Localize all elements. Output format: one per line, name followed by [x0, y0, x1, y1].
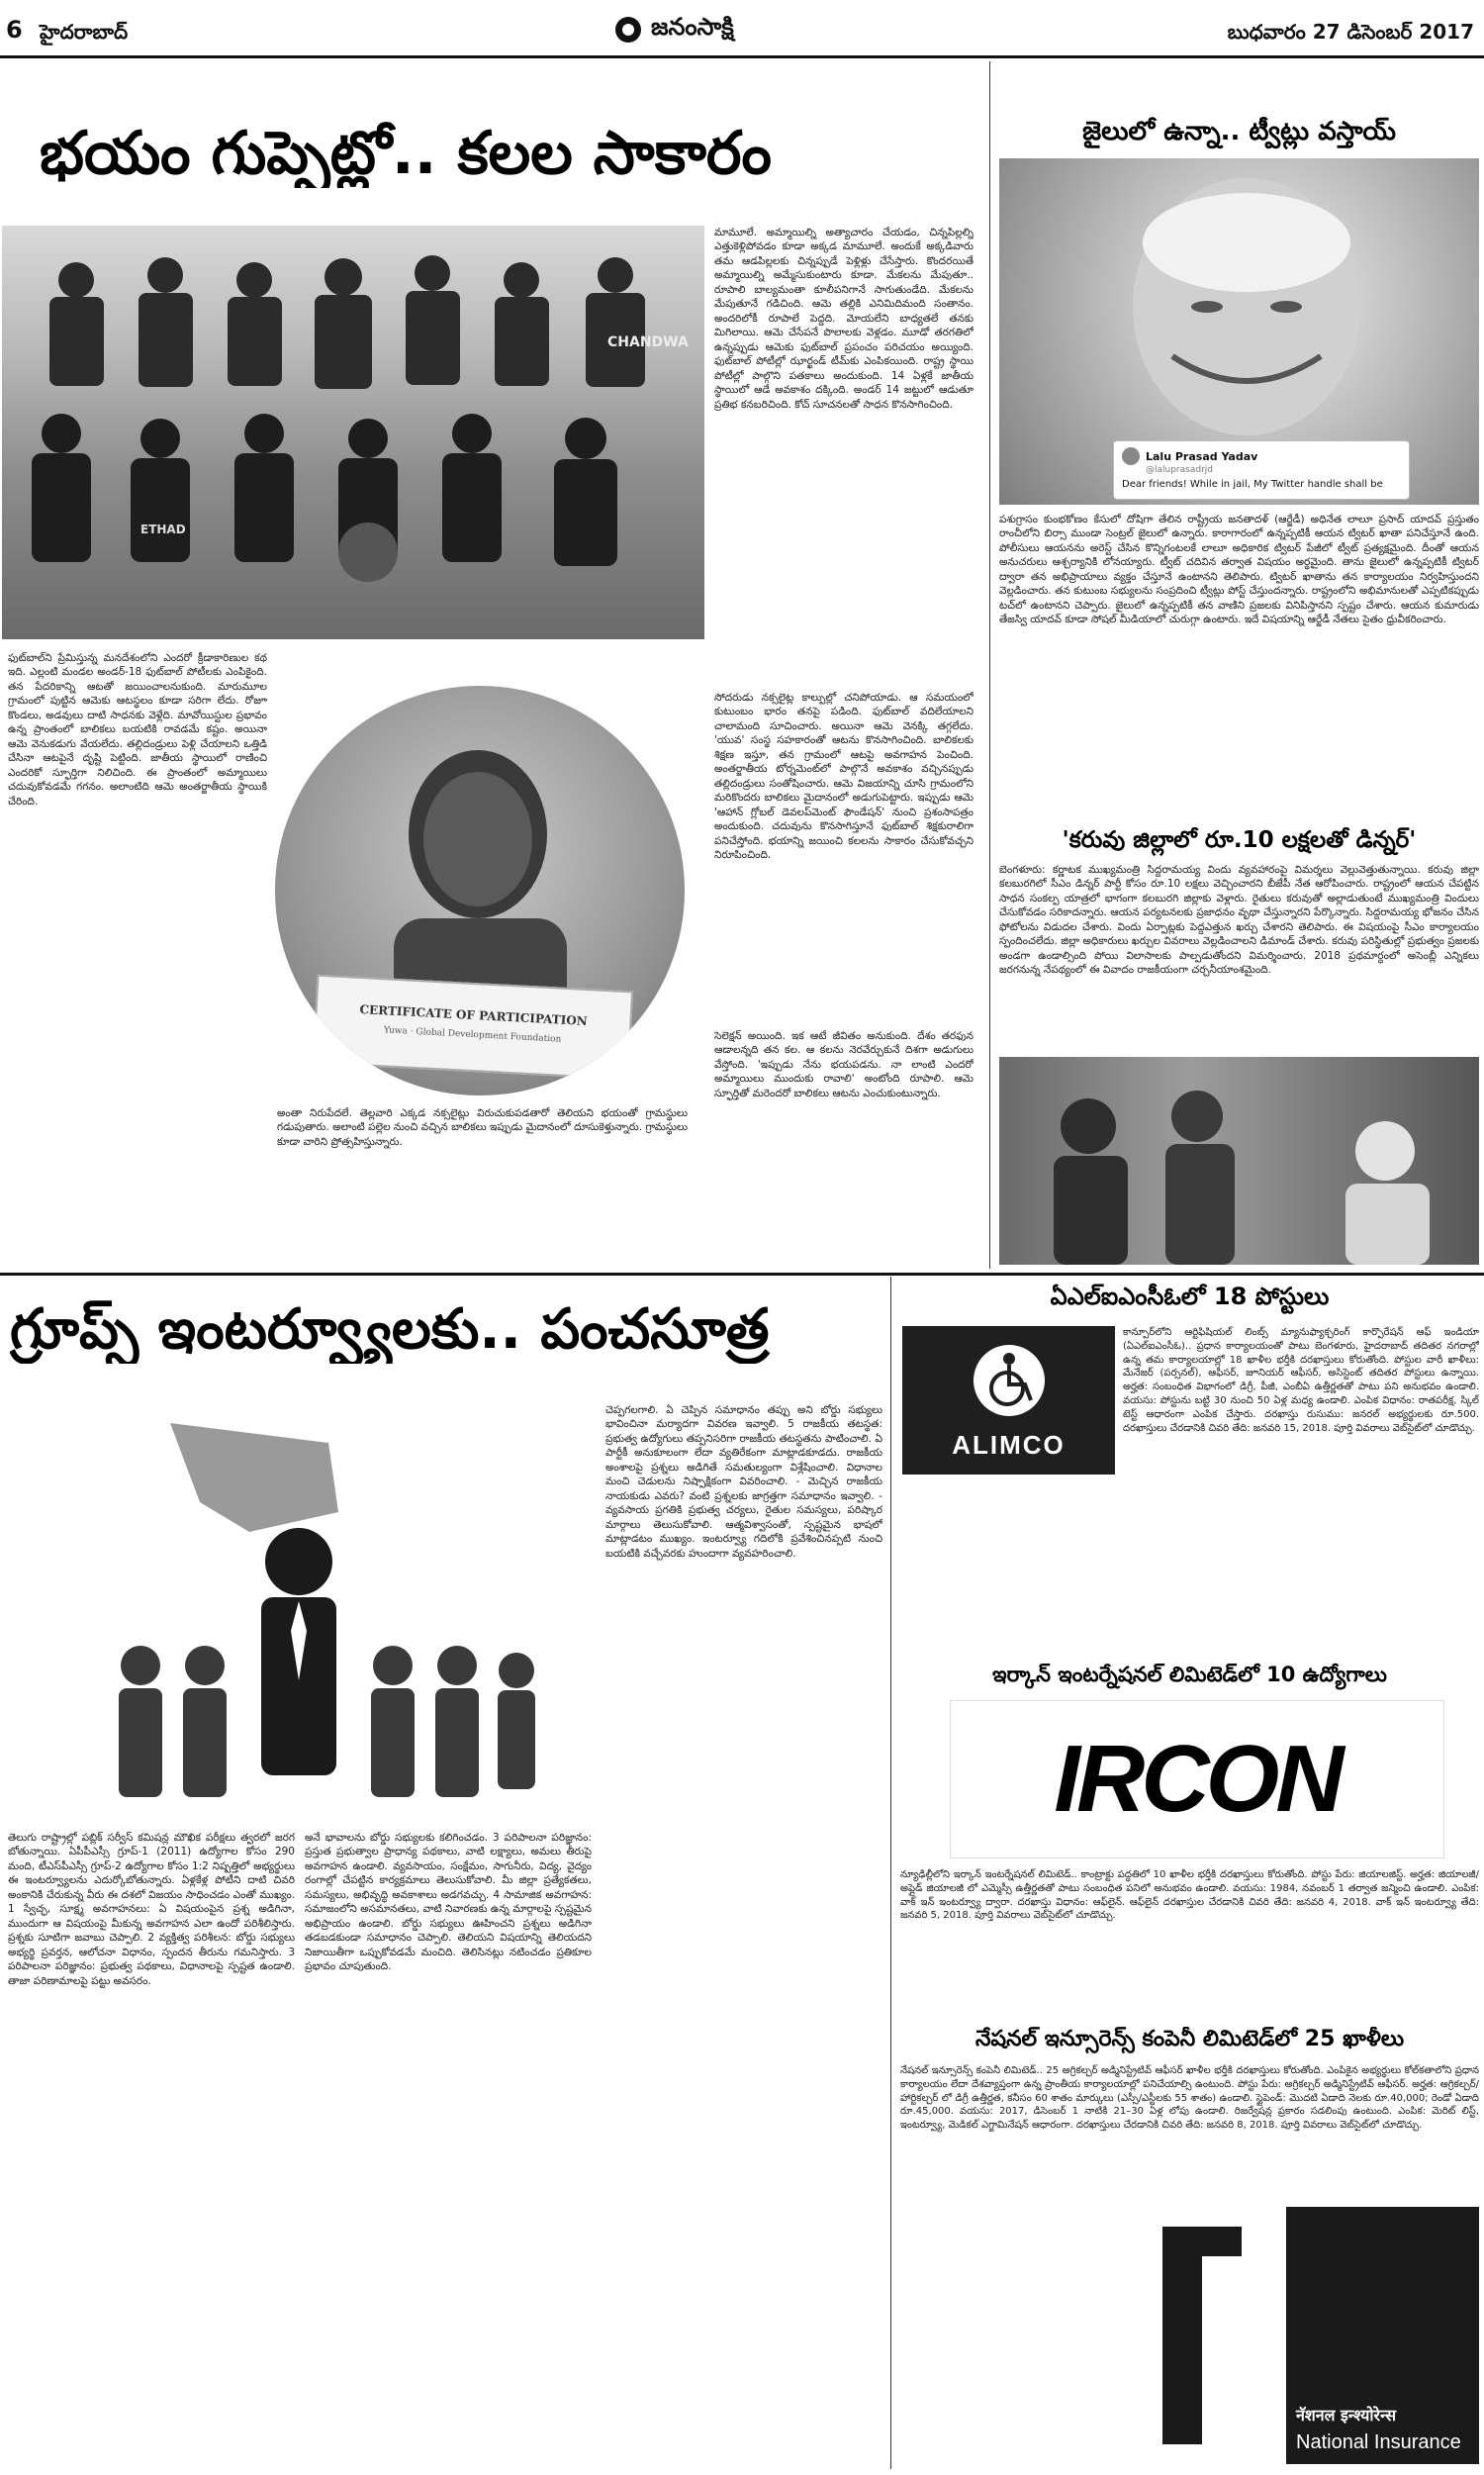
football-col-right-bottom: సెలెక్షన్ అయింది. ఇక ఆటే జీవితం అనుకుంది. దేశం తరఫున ఆడాలన్నది తన కల. ఆ కలను నెరవేర్చుకునే దిశగా అడుగులు వేస్తోంది. 'ఇప్పుడు నేను భయపడను. నా లాంటి ఎందరో అమ్మాయిలు ముందుకు రావాలి' అంటోంది రూపాలి. ఆమె స్ఫూర్తితో మరెందరో బాలికలు ఆటను ఎంచుకుంటున్నారు. — [714, 1030, 974, 1099]
nia-logo-english: National Insurance — [1296, 2431, 1461, 2453]
groups-col-2: అనే భావాలను బోర్డు సభ్యులకు కలిగించడం. 3 పరిపాలనా పరిజ్ఞానం: ప్రస్తుత ప్రభుత్వాల ప్రాధాన్య పథకాలు, వాటి లక్ష్యాలు, అమలు తీరుపై అవగాహన ఉండాలి. వ్యవసాయం, సంక్షేమం, సాగునీరు, విద్య, వైద్యం రంగాల్లో చేపట్టిన కార్యక్రమాలు తెలుసుకోవాలి. మీ జిల్లా ప్రత్యేకతలు, సమస్యలు, అభివృద్ధి అవకాశాలు అడగవచ్చు. 4 సామాజిక అవగాహన: సమాజంలోని అసమానతలు, వాటి నివారణకు ఉన్న మార్గాలపై స్పష్టమైన అభిప్రాయం ఉండాలి. బోర్డు సభ్యులు ఊహించని ప్రశ్నలు అడిగినా తడబడకుండా సమాధానం చెప్పాలి. తెలియని విషయాన్ని తెలియదని నిజాయితీగా ఒప్పుకోవడమే మంచిది. తెలిసినట్లు నటించడం ప్రతికూల ప్రభావం చూపుతుంది. — [305, 1832, 592, 1973]
football-col-right-top: మామూలే. అమ్మాయిల్ని అత్యాచారం చేయడం, చిన్నపిల్లల్ని ఎత్తుకెళ్లిపోవడం కూడా అక్కడ మామూలే. అందుకే అక్కడివారు తమ ఆడపిల్లలకు చిన్నప్పుడే పెళ్లిళ్లు చేసేస్తారు. కొందరయితే అమ్మాయిల్ని అమ్మేసుకుంటారు కూడా. మేకలను మేపుతూ.. రూపాలి బాల్యమంతా కూలీపనిగానే సాగుతుండేది. మేకలను మేపుతూనే గడిచింది. ఆమె తల్లికి ఎనిమిదిమంది సంతానం. అందరిలోకీ రూపాలే పెద్దది. మోయలేని బాధ్యతలే తనకు మిగిలాయి. ఆమె చేసేపనే పొలాలకు వెళ్లడం. మూడో తరగతిలో ఉన్నప్పుడు ఆమెకు ఫుట్‌బాల్ ప్రపంచం పరిచయం అయ్యింది. ఫుట్‌బాల్ పోటీల్లో ఝార్ఖండ్ టీమ్‌కు ఎంపికయింది. రాష్ట్ర స్థాయి పోటీల్లో పాల్గొని పతకాలు అందుకుంది. 14 ఏళ్లకే జాతీయ స్థాయిలో ఆడే అవకాశం దక్కింది. అండర్ 14 జట్టులో ఆడుతూ ప్రతిభ కనబరిచింది. కోచ్ సూచనలతో సాధన కొనసాగించింది. — [714, 227, 974, 411]
paper-logo-icon — [613, 15, 643, 45]
football-headline: భయం గుప్పెట్లో.. కలల సాకారం — [40, 119, 772, 188]
ircon-body: న్యూఢిల్లీలోని ఇర్కాన్ ఇంటర్నేషనల్ లిమిటెడ్.. కాంట్రాక్టు పద్ధతిలో 10 ఖాళీల భర్తీకి దరఖాస్తులు కోరుతోంది. పోస్టు పేరు: జియాలజిస్ట్. అర్హత: జియాలజీ/అప్లైడ్ జియాలజీ లో ఎమ్మెస్సీ ఉత్తీర్ణతతో పాటు సంబంధిత పనిలో అనుభవం ఉండాలి. వయసు: 1984, నవంబర్ 1 తర్వాత జన్మించి ఉండాలి. ఎంపిక: వాక్ ఇన్ ఇంటర్వ్యూ ద్వారా. దరఖాస్తు విధానం: ఆఫ్‌లైన్. ఆఫ్‌లైన్ దరఖాస్తుల చేరడానికి చివరి తేది: జనవరి 4, 2018. వాక్ ఇన్ ఇంటర్వ్యూ తేది: జనవరి 5, 2018. పూర్తి వివరాలు వెబ్‌సైట్‌లో చూడొచ్చు. — [900, 1869, 1479, 1922]
lalu-body: పశుగ్రాసం కుంభకోణం కేసులో దోషిగా తేలిన రాష్ట్రీయ జనతాదళ్ (ఆర్జేడీ) అధినేత లాలూ ప్రసాద్ యాదవ్ ప్రస్తుతం రాంచీలోని బిర్సా ముండా సెంట్రల్ జైలులో ఉన్నారు. కారాగారంలో ఉన్నప్పటికీ ఆయన ట్విటర్ ఖాతా పనిచేస్తూనే ఉంది. పోలీసులు ఆయనను అరెస్ట్ చేసిన కొన్నిగంటలకే లాలూ అధికారిక ట్విటర్ పేజీలో ట్వీట్ ప్రత్యక్షమైంది. దీంతో ఆయన అనుచరులు ఆశ్చర్యానికి లోనయ్యారు. ట్వీట్ చదివిన తర్వాత విషయం అర్థమైంది. తాను జైలులో ఉన్నప్పటికీ ట్విటర్ ద్వారా తన అభిప్రాయాలు వ్యక్తం చేస్తూనే ఉంటానని తెలిపారు. ట్విటర్ ఖాతాను తన కార్యాలయం నిర్వహిస్తుందని వెల్లడించారు. తన కుటుంబ సభ్యులను సంప్రదించి ట్వీట్లు పోస్ట్ చేస్తుందన్నారు. రాష్ట్రంలోని అభిమానులతో ఎప్పటికప్పుడు టచ్‌లో ఉంటానని చెప్పారు. జైలులో ఉన్నప్పటికీ తన వాణిని ప్రజలకు వినిపిస్తానని స్పష్టం చేశారు. ఆయన కుమారుడు తేజస్వి యాదవ్ కూడా సోషల్ మీడియాలో చురుగ్గా ఉంటారు. ఇదే విషయాన్ని ఆర్జేడీ నేతలు సైతం ధ్రువీకరించారు. — [999, 514, 1479, 626]
paper-logo — [613, 10, 871, 49]
football-team-illustration — [2, 226, 704, 639]
football-team-photo — [2, 226, 704, 639]
alimco-logo — [902, 1326, 1115, 1475]
dinner-scene-illustration — [999, 1057, 1479, 1265]
masthead-date: బుధవారం 27 డిసెంబర్ 2017 — [1227, 20, 1474, 44]
tweet-card — [1113, 440, 1410, 500]
jersey-text-2: ETHAD — [140, 523, 186, 536]
certificate — [313, 975, 633, 1081]
nia-body: నేషనల్ ఇన్సూరెన్స్ కంపెనీ లిమిటెడ్.. 25 అగ్రికల్చర్ అడ్మినిస్ట్రేటివ్ ఆఫీసర్ ఖాళీల భర్తీకి దరఖాస్తులు కోరుతోంది. ఎంపికైన అభ్యర్థులు కోల్‌కతాలోని ప్రధాన కార్యాలయం లేదా దేశవ్యాప్తంగా ఉన్న ప్రాంతీయ కార్యాలయాల్లో పనిచేయాల్సి ఉంటుంది. పోస్టు పేరు: అగ్రికల్చర్ అడ్మినిస్ట్రేటివ్ ఆఫీసర్. అర్హత: అగ్రికల్చర్/హార్టికల్చర్ లో డిగ్రీ ఉత్తీర్ణత, కనీసం 60 శాతం మార్కులు (ఎస్సీ/ఎస్టీలకు 55 శాతం) ఉండాలి. స్టైపెండ్: మొదటి ఏడాది నెలకు రూ.40,000; రెండో ఏడాది రూ.45,000. వయసు: 2017, డిసెంబర్ 1 నాటికి 21–30 ఏళ్ల లోపు ఉండాలి. రిజర్వేషన్ల ప్రకారం సడలింపు ఉంటుంది. ఎంపిక: మెరిట్ లిస్ట్, ఇంటర్వ్యూ, మెడికల్ ఎగ్జామినేషన్ ఆధారంగా. దరఖాస్తులు చేరడానికి చివరి తేది: జనవరి 8, 2018. పూర్తి వివరాలు వెబ్‌సైట్‌లో చూడొచ్చు. — [900, 2065, 1479, 2132]
ircon-headline: ఇర్కాన్ ఇంటర్నేషనల్ లిమిటెడ్‌లో 10 ఉద్యోగాలు — [992, 1663, 1387, 1686]
paper-name: జనంసాక్షి — [651, 13, 734, 41]
jersey-text: CHANDWA — [607, 334, 689, 350]
tweet-avatar — [1122, 447, 1140, 465]
masthead-rule — [0, 55, 1484, 58]
alimco-headline: ఏఎల్ఐఎంసీఓలో 18 పోస్టులు — [1050, 1283, 1330, 1310]
football-col-left-bottom: ఫుట్‌బాల్‌ని ప్రేమిస్తున్న మనదేశంలోని ఎందరో క్రీడాకారిణుల కథ ఇది. ఎల్లంటి మండల అండర్-18 ఫుట్‌బాల్ పోటీలకు ఎంపికైంది. తన పేదరికాన్ని ఆటతో జయించాలనుకుంది. మారుమూల గ్రామంలో పుట్టిన ఆమెకు ఆటస్థలం కూడా సరిగా లేదు. రోజూ కొండలు, అడవులు దాటి సాధనకు వెళ్లేది. మావోయిస్టుల ప్రభావం ఉన్న ప్రాంతంలో బాలికలు బయటికి రావడమే కష్టం. అయినా ఆమె వెనుకడుగు వేయలేదు. తల్లిదండ్రులు పెళ్లి చేయాలని ఒత్తిడి చేసినా ఆటపైనే దృష్టి పెట్టింది. జాతీయ స్థాయిలో రాణించి ఎందరికో స్ఫూర్తిగా నిలిచింది. ఈ ప్రాంతంలో అమ్మాయిలు చదువుకోవడమే గగనం. అలాంటిది ఆమె అంతర్జాతీయ స్థాయికి చేరింది. — [8, 652, 267, 808]
nia-headline: నేషనల్ ఇన్సూరెన్స్ కంపెనీ లిమిటెడ్‌లో 25 ఖాళీలు — [974, 2027, 1405, 2051]
groups-col-3: చెప్పగలగాలి. ఏ చెప్పిన సమాధానం తప్పు అని బోర్డు సభ్యులు భావించినా మర్యాదగా వివరణ ఇవ్వాలి. 5 రాజకీయ తటస్థత: ప్రభుత్వ ఉద్యోగులు తప్పనిసరిగా రాజకీయ తటస్థతను పాటించాలి. ఏ పార్టీకీ అనుకూలంగా లేదా వ్యతిరేకంగా మాట్లాడకూడదు. రాజకీయ అంశాలపై ప్రశ్నలు అడిగితే సమతుల్యంగా విశ్లేషించాలి. విధానాల మంచి చెడులను నిష్పాక్షికంగా వివరించాలి. - మెచ్చిన రాజకీయ నాయకుడు ఎవరు? వంటి ప్రశ్నలకు జాగ్రత్తగా సమాధానం ఇవ్వాలి. - వ్యవసాయ ప్రగతికి ప్రభుత్వ చర్యలు, రైతుల సమస్యలు, పరిష్కార మార్గాలు తెలుసుకోవాలి. ఆత్మవిశ్వాసంతో, స్పష్టమైన భాషలో మాట్లాడటం ముఖ్యం. ఇంటర్వ్యూ గదిలోకి ప్రవేశించినప్పటి నుంచి బయటికి వచ్చేవరకు హుందాగా వ్యవహరించాలి. — [605, 1404, 882, 1560]
dinner-body: బెంగళూరు: కర్ణాటక ముఖ్యమంత్రి సిద్దరామయ్య విందు వ్యవహారంపై విమర్శలు వెల్లువెత్తుతున్నాయి. కరువు జిల్లా కలబురగిలో సీఎం డిన్నర్ పార్టీ కోసం రూ.10 లక్షలు వెచ్చించారని బీజేపీ నేత ఆరోపించారు. రాష్ట్రంలో ఆయన చేపట్టిన సాధన సంకల్ప యాత్రలో భాగంగా కలబురగి జిల్లాకు వెళ్లారు. రైతులు కరువుతో అల్లాడుతుంటే ముఖ్యమంత్రి విందులు చేసుకోవడం సరికాదన్నారు. ఆయన పర్యటనలకు ప్రజాధనం వృథా చేస్తున్నారని పేర్కొన్నారు. సిద్దరామయ్య భోజనం చేసిన ఫోటోలను విడుదల చేశారు. విందు ఏర్పాట్లకు పెద్దఎత్తున ఖర్చు చేశారని తెలిపారు. ఈ విషయంపై సీఎం కార్యాలయం స్పందించలేదు. జిల్లా అధికారులు ఖర్చుల వివరాలు వెల్లడించాలని డిమాండ్ చేశారు. కరువు పరిస్థితుల్లో ప్రభుత్వం ప్రజలకు అండగా ఉండాల్సింది పోయి విలాసాలకు పాల్పడుతోందని విమర్శించారు. 2018 ప్రథమార్ధంలో అసెంబ్లీ ఎన్నికలు జరగనున్న నేపథ్యంలో ఈ వివాదం రాజకీయంగా చర్చనీయాంశమైంది. — [999, 864, 1479, 977]
masthead-city: హైదరాబాద్ — [40, 20, 129, 44]
section-rule — [0, 1273, 1484, 1276]
certificate-title: CERTIFICATE OF PARTICIPATION — [359, 1001, 589, 1029]
lalu-photo — [999, 158, 1479, 505]
alimco-body: కాన్పూర్‌లోని ఆర్టిఫిషియల్ లింబ్స్ మ్యానుఫ్యాక్చరింగ్ కార్పొరేషన్ ఆఫ్ ఇండియా (ఏఎల్ఐఎంసీఓ).. ప్రధాన కార్యాలయంతో పాటు బెంగళూరు, హైదరాబాద్ తదితర నగరాల్లో ఉన్న తమ కార్యాలయాల్లో 18 ఖాళీల భర్తీకి దరఖాస్తులు కోరుతోంది. పోస్టుల వారీ ఖాళీలు: మేనేజర్ (పర్సనల్), ఆఫీసర్, జూనియర్ ఆఫీసర్, అసిస్టెంట్ తదితర పోస్టులు ఉన్నాయి. అర్హత: సంబంధిత విభాగంలో డిగ్రీ, పీజీ, ఎంబీఏ ఉత్తీర్ణతతో పాటు పని అనుభవం ఉండాలి. వయసు: పోస్టును బట్టి 30 నుంచి 50 ఏళ్ల మధ్య ఉండాలి. ఎంపిక విధానం: రాతపరీక్ష, స్కిల్ టెస్ట్ ఆధారంగా ఎంపిక చేస్తారు. దరఖాస్తు రుసుము: జనరల్ అభ్యర్థులకు రూ.500. దరఖాస్తులు చేరడానికి చివరి తేది: జనవరి 15, 2018. పూర్తి వివరాలు వెబ్‌సైట్‌లో చూడొచ్చు. — [1123, 1327, 1479, 1434]
nia-logo-mark — [1133, 2217, 1271, 2454]
football-col-right-mid: సోదరుడు నక్సలైట్ల కాల్పుల్లో చనిపోయాడు. ఆ సమయంలో కుటుంబం భారం తనపై పడింది. ఫుట్‌బాల్ వదిలేయాలని చాలామంది సూచించారు. అయినా ఆమె వెనక్కి తగ్గలేదు. 'యువ' సంస్థ సహకారంతో ఆటను కొనసాగించింది. బాలికలకు శిక్షణ ఇస్తూ, తన గ్రామంలో ఆటపై అవగాహన పెంచింది. అంతర్జాతీయ టోర్నమెంట్‌లో పాల్గొనే అవకాశం వచ్చినప్పుడు తల్లిదండ్రులు సంతోషించారు. ఆమె విజయాన్ని చూసి గ్రామంలోని మరికొందరు బాలికలు మైదానంలో అడుగుపెట్టారు. ఇప్పుడు ఆమె 'ఆహాన్ గ్లోబల్ డెవలప్‌మెంట్ ఫౌండేషన్' నుంచి ప్రశంసాపత్రం అందుకుంది. చదువును కొనసాగిస్తూనే ఫుట్‌బాల్ శిక్షకురాలిగా పనిచేస్తోంది. భయాన్ని జయించి కలలను సాకారం చేసుకోవచ్చని నిరూపించింది. — [714, 692, 974, 862]
dinner-headline: 'కరువు జిల్లాలో రూ.10 లక్షలతో డిన్నర్' — [1062, 827, 1417, 853]
nia-emblem-icon — [1133, 2217, 1271, 2454]
dinner-photo — [999, 1057, 1479, 1265]
tweet-text: Dear friends! While in jail, My Twitter handle shall be — [1122, 479, 1383, 490]
hand-picking-person-icon — [2, 1403, 596, 1819]
groups-illustration — [2, 1403, 596, 1819]
player-portrait — [272, 683, 688, 1098]
alimco-logo-text: ALIMCO — [952, 1429, 1066, 1460]
tweet-name: Lalu Prasad Yadav — [1146, 449, 1258, 463]
certificate-sub: Yuwa · Global Development Foundation — [383, 1025, 562, 1045]
wheelchair-icon — [970, 1341, 1049, 1420]
nia-logo-hindi: नॅशनल इन्श्योरेन्स — [1296, 2406, 1397, 2425]
col-divider-lower — [890, 1277, 891, 2469]
tweet-handle: @laluprasadrjd — [1146, 465, 1213, 475]
page-number: 6 — [6, 16, 23, 44]
groups-headline: గ్రూప్స్ ఇంటర్వ్యూలకు.. పంచసూత్ర — [10, 1297, 770, 1362]
groups-col-1: తెలుగు రాష్ట్రాల్లో పబ్లిక్ సర్వీస్ కమిషన్ల మౌఖిక పరీక్షలు త్వరలో జరగ బోతున్నాయి. ఏపీపీఎస్సీ గ్రూప్-1 (2011) ఉద్యోగాల కోసం 290 మంది, టీఎస్‌పీఎస్సీ గ్రూప్-2 ఉద్యోగాల కోసం 1:2 నిష్పత్తిలో అభ్యర్థులు ఈ ఇంటర్వ్యూలను ఎదుర్కోబోతున్నారు. ఏళ్లకేళ్ల పోటీని దాటి చివరి అంకానికి చేరుకున్న వీరు ఈ దశలో విజయం సాధించడం ఎంతో ముఖ్యం. 1 స్వేచ్ఛ, సూక్ష్మ అవగాహనలు: ఏ విషయంపైన ప్రశ్న అడిగినా, ముందుగా ఆ విషయంపై మీకున్న అవగాహన ఎలా ఉందో పరిశీలిస్తారు. ప్రశ్నకు సూటిగా జవాబు చెప్పాలి. 2 వ్యక్తిత్వ పరిశీలన: బోర్డు సభ్యులు అభ్యర్థి ప్రవర్తన, ఆలోచనా విధానం, స్పందన తీరును గమనిస్తారు. 3 పరిపాలనా పరిజ్ఞానం: ప్రభుత్వ పథకాలు, విధానాలపై స్పష్టత ఉండాలి. తాజా పరిణామాలపై పట్టు అవసరం. — [8, 1832, 295, 1987]
nia-logo — [1286, 2207, 1479, 2464]
col-divider-right — [989, 61, 990, 1269]
ircon-logo — [950, 1700, 1444, 1858]
ircon-logo-text: IRCON — [1054, 1726, 1341, 1832]
football-col-mid-bottom: అంతా నిరుపేదలే. తెల్లవారి ఎక్కడ నక్సలైట్లు విరుచుకుపడతారో తెలియని భయంతో గ్రామస్థులు గడుపుతారు. అలాంటి పల్లెల నుంచి వచ్చిన బాలికలు ఇప్పుడు మైదానంలో దూసుకెళ్తున్నారు. గ్రామస్థులు కూడా వారిని ప్రోత్సహిస్తున్నారు. — [277, 1107, 688, 1148]
lalu-headline: జైలులో ఉన్నా.. ట్వీట్లు వస్తాయ్ — [1082, 117, 1396, 146]
